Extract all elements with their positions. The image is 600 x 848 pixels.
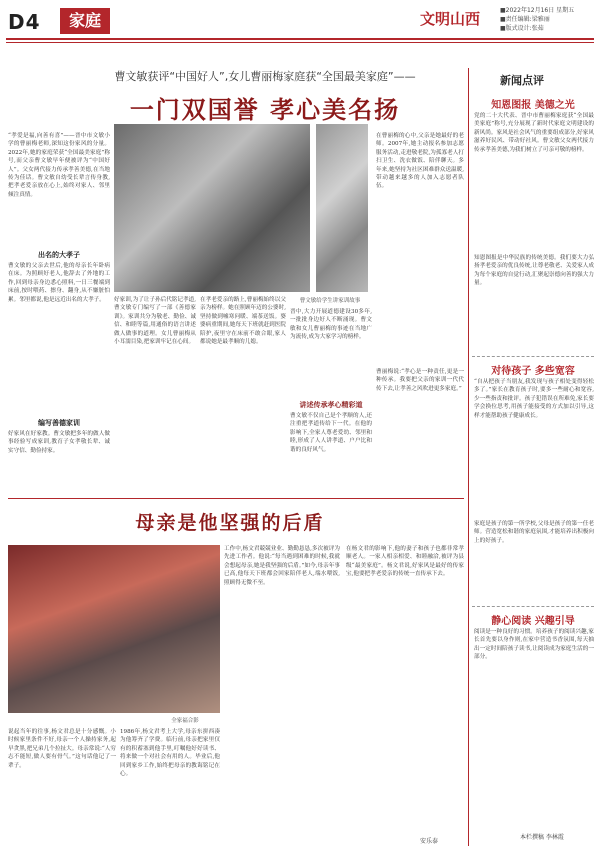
- lead-column-1c: 好家风在好家教。曹文敏把多年的做人做事经验写成家训,教育子女孝敬长辈、诚实守信、勤俭持家。: [8, 431, 110, 454]
- sidebar-byline: 本栏撰稿 李林霞: [520, 834, 564, 841]
- sidebar-heading-2: 对待孩子 多些宽容: [491, 366, 575, 377]
- feature-column-c2: [224, 710, 340, 838]
- header-rule-thin: [6, 42, 594, 43]
- sidebar-text-2: “自从把孩子当朋友,我发现与孩子相处变得轻松多了。”家长在教育孩子时,要多一些耐心和宽容,少一些指责和批评。孩子犯错误在所难免,家长要学会换位思考,用孩子能接受的方式加以引导,这样才能帮助孩子健康成长。: [474, 379, 594, 419]
- lead-column-1b: 曹文敏的父亲去世后,他的母亲长年卧病在床。为照顾好老人,他辞去了外地的工作,回到母亲身边悉心照料,一日三餐端到床前,按时喂药、擦身、翻身,从不嫌脏怕累。邻里都说,他是远近出名的大孝子。: [8, 263, 110, 303]
- section-divider: [8, 498, 464, 499]
- sidebar-title: 新闻点评: [500, 74, 544, 87]
- lead-column-4: 在曹丽梅的心中,父亲是她最好的老师。2007年,她主动报名参加志愿服务活动,走进敬老院,为孤寡老人打扫卫生、洗衣做饭、陪伴聊天。多年来,她坚持为社区困难群众送温暖,带动越来越多的人加入志愿者队伍。: [376, 133, 464, 190]
- meta-design: ■版式设计:张茹: [500, 25, 544, 32]
- feature-column-a: 说起当年的往事,杨文君总是十分感慨。小时候家里条件不好,母亲一个人操持家务,起早贪黑,把兄弟几个拉扯大。母亲常说:“人穷志不能短,做人要有骨气。”这句话他记了一辈子。: [8, 729, 116, 769]
- sidebar-text-2b: 家庭是孩子的第一所学校,父母是孩子的第一任老师。营造宽松和谐的家庭氛围,才能培养出积极向上的好孩子。: [474, 521, 594, 544]
- lead-photo: [114, 124, 310, 292]
- feature-headline: 母亲是他坚强的后盾: [135, 512, 325, 534]
- feature-column-c: 工作中,杨文君兢兢业业、勤勤恳恳,多次被评为先进工作者。他说:“每当遇到困难的时候,我就会想起母亲,她是我坚强的后盾。”如今,母亲年事已高,他每天下班都会回家陪伴老人,端水喂饭,照顾得无微不至。: [224, 546, 340, 586]
- meta-editor: ■责任编辑:梁雅丽: [500, 16, 550, 23]
- sidebar-text-3: 阅读是一种良好的习惯。培养孩子的阅读兴趣,家长首先要以身作则,在家中营造书香氛围,每天抽出一定时间陪孩子读书,让阅读成为家庭生活的一部分。: [474, 629, 594, 661]
- meta-date: ■2022年12月16日 星期五: [500, 7, 575, 14]
- lead-column-4b: 曹丽梅说:“孝心是一种责任,更是一种传承。我要把父亲的家训一代代传下去,让孝善之风吹进更多家庭。”: [376, 369, 464, 392]
- feature-byline: 安乐泰: [420, 838, 439, 845]
- feature-column-d: 在杨文君的影响下,他的妻子和孩子也都非常孝顺老人。一家人相亲相爱、和睦融洽,被评为县级“最美家庭”。杨文君说,好家风是最好的传家宝,他要把孝老爱亲的传统一直传承下去。: [346, 546, 464, 578]
- lead-column-3b: 曹文敏不仅自己是个孝顺的人,还注重把孝道传给下一代。在他的影响下,全家人尊老爱幼、邻里和睦,形成了人人讲孝道、户户比和谐的良好风气。: [290, 413, 372, 453]
- section-tag: 家庭: [60, 8, 110, 34]
- lead-subhead-3: 讲述传承孝心精彩道: [299, 401, 363, 409]
- lead-column-2: 好家训,为了让子孙后代铭记孝道,曹文敏专门编写了一部《善德家训》。家训共分为敬老、勤俭、诚信、和睦等篇,用通俗的语言讲述做人做事的道理。女儿曹丽梅从小耳濡目染,把家训牢记在心间。: [114, 297, 196, 346]
- sidebar-heading-3: 静心阅读 兴趣引导: [491, 616, 575, 627]
- feature-column-b: 1986年,杨文君考上大学,母亲东拼西凑为他筹齐了学费。临行前,母亲把家里仅有的积蓄塞到他手里,叮嘱他好好读书、将来做一个对社会有用的人。毕业后,他回到家乡工作,始终把母亲的教诲铭记在心。: [120, 729, 220, 778]
- lead-subhead-1: 出名的大孝子: [38, 251, 80, 259]
- lead-column-1: “孝爱是福,向善有喜”——晋中市文敏小学的曹丽梅老师,深知这份家风的分量。2022年,她的家庭荣获“全国最美家庭”称号,而父亲曹文敏早年便被评为“中国好人”。父女两代接力传承孝善美德,在当地传为佳话。曹文敏自幼受长辈言传身教,把孝老爱亲放在心上,始终对家人、邻里倾注真情。: [8, 133, 110, 198]
- lead-subhead-2: 编写善德家训: [38, 419, 80, 427]
- lead-photo-caption: 曹文敏给学生讲家训故事: [299, 298, 361, 304]
- feature-photo-caption: 全家福合影: [171, 718, 199, 724]
- sidebar-divider-2: [472, 606, 594, 607]
- lead-column-3: 晋中,大力开展道德建设30多年,一批批身边好人不断涌现。曹文敏和女儿曹丽梅的事迹在当地广为流传,成为大家学习的榜样。: [290, 309, 372, 341]
- feature-photo: [8, 545, 220, 713]
- lead-headline: 一门双国誉 孝心美名扬: [129, 96, 401, 124]
- lead-kicker: 曹文敏获评“中国好人”,女儿曹丽梅家庭获“全国最美家庭”——: [114, 70, 416, 83]
- page-code: D4: [8, 10, 41, 34]
- sidebar-divider-1: [472, 356, 594, 357]
- lead-column-2b: 在孝老爱亲的路上,曹丽梅始终以父亲为榜样。她在照顾年迈的公婆时,坚持做到嘘寒问暖、端茶送饭。婆婆病重期间,她每天下班就赶到医院陪护,夜里守在床前不敢合眼,家人都说她是最孝顺的儿媳。: [200, 297, 286, 346]
- sidebar-text-1: 党的二十大代表、晋中市曹丽梅家庭获“全国最美家庭”称号,充分展现了新时代家庭文明建设的新风尚。家风是社会风气的重要组成部分,好家风滋养好民风、带动好社风。曹文敏父女两代接力传承孝善美德,为我们树立了可亲可敬的榜样。: [474, 113, 594, 153]
- masthead-meta: [500, 6, 595, 33]
- lead-photo-right: [316, 124, 368, 292]
- sidebar-heading-1: 知恩图报 美德之光: [491, 100, 575, 111]
- header-rule: [6, 38, 594, 40]
- sidebar-text-1b: 知恩图报是中华民族的传统美德。我们要大力弘扬孝老爱亲的优良传统,让尊老敬老、关爱家人成为每个家庭的自觉行动,汇聚起崇德向善的强大力量。: [474, 255, 594, 287]
- brand-logo: 文明山西: [420, 10, 481, 28]
